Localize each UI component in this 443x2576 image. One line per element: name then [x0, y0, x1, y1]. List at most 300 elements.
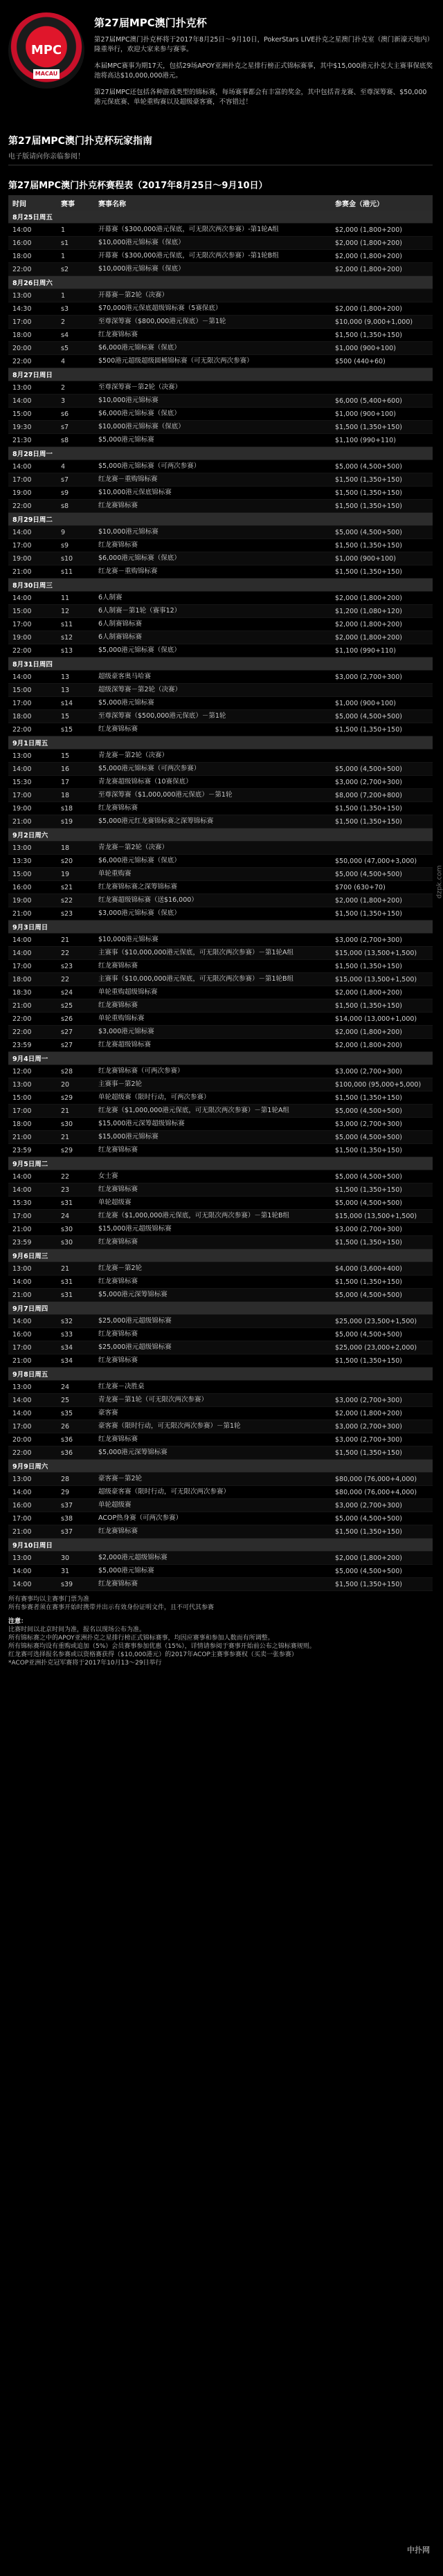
cell-event: 22	[57, 973, 94, 986]
table-row	[8, 1473, 433, 1486]
cell-event-name: 红龙赛锦标赛（可两次参赛）	[94, 1065, 331, 1078]
cell-event: s14	[57, 697, 94, 710]
cell-event: s31	[57, 1197, 94, 1210]
cell-event-name: 6人制赛	[94, 592, 331, 605]
cell-event-name: 红龙赛锦标赛	[94, 1525, 331, 1539]
cell-time: 17:00	[8, 539, 57, 552]
cell-event-name: $15,000港元锦标赛	[94, 1131, 331, 1144]
cell-time: 14:00	[8, 1407, 57, 1420]
cell-event-name: 超级豪客奥马哈赛	[94, 671, 331, 684]
cell-event: 12	[57, 605, 94, 618]
cell-fee: $5,000 (4,500+500)	[331, 1289, 433, 1302]
note-3: 所有锦标赛均设有重购或追加（5%）会员赛事参加优惠（15%），详情请参阅于赛事开始前公布之锦标赛规则。	[8, 1643, 316, 1650]
cell-event-name: 红龙赛锦标赛	[94, 500, 331, 513]
cell-event-name: ACOP热身赛（可两次参赛）	[94, 1512, 331, 1525]
cell-event-name: 红龙赛锦标赛	[94, 999, 331, 1013]
schedule-body	[8, 210, 433, 1591]
cell-fee: $14,000 (13,000+1,000)	[331, 1013, 433, 1026]
table-row	[8, 565, 433, 579]
cell-time: 15:00	[8, 1091, 57, 1105]
schedule-table	[8, 195, 433, 1591]
cell-fee	[331, 289, 433, 302]
cell-event-name: 至尊深筹赛－第2轮（决赛）	[94, 381, 331, 394]
cell-fee: $2,000 (1,800+200)	[331, 631, 433, 644]
cell-time: 13:00	[8, 1552, 57, 1565]
cell-time: 14:00	[8, 671, 57, 684]
day-row	[8, 736, 433, 750]
cell-event-name: $5,000港元深筹锦标赛	[94, 1289, 331, 1302]
table-row	[8, 1341, 433, 1354]
cell-event: s8	[57, 434, 94, 447]
cell-fee: $5,000 (4,500+500)	[331, 1131, 433, 1144]
cell-fee: $5,000 (4,500+500)	[331, 526, 433, 539]
day-row	[8, 920, 433, 934]
cell-event: 13	[57, 684, 94, 697]
cell-event: 21	[57, 934, 94, 947]
note-line-1: 所有赛事均以主赛事门票为准	[8, 1596, 90, 1603]
schedule-header-row	[8, 195, 433, 210]
cell-event: 15	[57, 710, 94, 723]
cell-time: 14:00	[8, 1183, 57, 1197]
cell-time: 17:00	[8, 618, 57, 631]
cell-event-name: 红龙赛锦标赛	[94, 1183, 331, 1197]
cell-fee: $1,000 (900+100)	[331, 342, 433, 355]
cell-event-name: 红龙赛锦标赛	[94, 1578, 331, 1591]
cell-time: 18:00	[8, 1118, 57, 1131]
table-row	[8, 1170, 433, 1183]
cell-event: s27	[57, 1026, 94, 1039]
cell-event: s10	[57, 552, 94, 565]
cell-fee: $1,200 (1,080+120)	[331, 605, 433, 618]
table-row	[8, 1512, 433, 1525]
day-row	[8, 513, 433, 526]
table-row	[8, 237, 433, 250]
cell-fee: $3,000 (2,700+300)	[331, 1065, 433, 1078]
cell-event: s20	[57, 855, 94, 868]
cell-time: 17:00	[8, 1341, 57, 1354]
day-label: 9月10日周日	[8, 1539, 433, 1552]
table-row	[8, 868, 433, 881]
table-row	[8, 697, 433, 710]
cell-time: 15:00	[8, 868, 57, 881]
cell-fee: $1,500 (1,350+150)	[331, 907, 433, 920]
cell-time: 21:00	[8, 1289, 57, 1302]
cell-time: 19:00	[8, 802, 57, 815]
cell-event-name: $10,000港元锦标赛	[94, 934, 331, 947]
cell-event-name: $10,000港元锦标赛（保底）	[94, 263, 331, 276]
day-label: 8月30日周三	[8, 579, 433, 592]
cell-event: 22	[57, 947, 94, 960]
cell-fee: $2,000 (1,800+200)	[331, 237, 433, 250]
cell-time: 18:00	[8, 710, 57, 723]
cell-fee: $2,000 (1,800+200)	[331, 302, 433, 316]
day-label: 8月28日周一	[8, 447, 433, 460]
cell-time: 15:00	[8, 605, 57, 618]
table-row	[8, 1499, 433, 1512]
cell-fee	[331, 842, 433, 855]
cell-time: 14:00	[8, 1394, 57, 1407]
cell-fee: $1,500 (1,350+150)	[331, 1446, 433, 1460]
table-row	[8, 723, 433, 736]
cell-event: s30	[57, 1236, 94, 1249]
cell-event-name: $25,000港元超级锦标赛	[94, 1341, 331, 1354]
day-row	[8, 657, 433, 671]
cell-fee: $1,500 (1,350+150)	[331, 329, 433, 342]
day-row	[8, 1052, 433, 1065]
table-row	[8, 316, 433, 329]
table-row	[8, 934, 433, 947]
cell-event: 18	[57, 842, 94, 855]
header-event-name: 赛事名称	[94, 195, 331, 210]
cell-event: 21	[57, 1262, 94, 1276]
table-row	[8, 1328, 433, 1341]
cell-event: s30	[57, 1223, 94, 1236]
cell-event-name: 红龙赛超级锦标赛	[94, 1039, 331, 1052]
table-row	[8, 552, 433, 565]
cell-time: 13:00	[8, 1262, 57, 1276]
cell-event-name: 青龙赛－第1轮（可无限次两次参赛）	[94, 1394, 331, 1407]
cell-fee: $1,500 (1,350+150)	[331, 1183, 433, 1197]
cell-event: s31	[57, 1276, 94, 1289]
header	[8, 12, 433, 114]
cell-event: s7	[57, 421, 94, 434]
cell-event: s19	[57, 815, 94, 828]
cell-event-name: 青龙赛－第2轮（决赛）	[94, 842, 331, 855]
table-row	[8, 1354, 433, 1368]
mpc-logo	[8, 12, 84, 89]
day-row	[8, 1368, 433, 1381]
cell-event: 20	[57, 1078, 94, 1091]
cell-time: 14:00	[8, 526, 57, 539]
cell-time: 14:30	[8, 302, 57, 316]
cell-event-name: 单轮超级赛（限时行动，可两次参赛）	[94, 1091, 331, 1105]
cell-event: s5	[57, 342, 94, 355]
table-row	[8, 1578, 433, 1591]
table-row	[8, 671, 433, 684]
cell-time: 17:00	[8, 1512, 57, 1525]
table-row	[8, 1144, 433, 1157]
cell-time: 14:00	[8, 763, 57, 776]
cell-event: s31	[57, 1289, 94, 1302]
cell-time: 14:00	[8, 592, 57, 605]
cell-event-name: 红龙赛－重购锦标赛	[94, 565, 331, 579]
table-row	[8, 750, 433, 763]
cell-time: 21:00	[8, 1223, 57, 1236]
cell-fee: $80,000 (76,000+4,000)	[331, 1473, 433, 1486]
cell-time: 21:00	[8, 1131, 57, 1144]
cell-fee: $2,000 (1,800+200)	[331, 894, 433, 907]
cell-event-name: 6人制赛－第1轮（赛事12）	[94, 605, 331, 618]
cell-time: 23:59	[8, 1144, 57, 1157]
cell-event: 21	[57, 1105, 94, 1118]
cell-event-name: 豪客赛－第2轮	[94, 1473, 331, 1486]
table-row	[8, 289, 433, 302]
cell-fee: $1,500 (1,350+150)	[331, 487, 433, 500]
cell-event-name: 至尊深筹赛（$800,000港元保底）－第1轮	[94, 316, 331, 329]
day-label: 9月4日周一	[8, 1052, 433, 1065]
cell-event: s27	[57, 1039, 94, 1052]
table-row	[8, 1223, 433, 1236]
cell-time: 13:00	[8, 1473, 57, 1486]
day-label: 9月8日周五	[8, 1368, 433, 1381]
cell-fee	[331, 750, 433, 763]
cell-fee: $1,500 (1,350+150)	[331, 1276, 433, 1289]
table-row	[8, 460, 433, 473]
cell-fee: $1,000 (900+100)	[331, 697, 433, 710]
day-label: 9月6日周三	[8, 1249, 433, 1262]
cell-event: 1	[57, 224, 94, 237]
cell-time: 19:00	[8, 487, 57, 500]
notes	[8, 1595, 433, 1667]
cell-time: 19:30	[8, 421, 57, 434]
cell-event-name: 主赛事（$10,000,000港元保底，可无限次两次参赛）－第1轮B组	[94, 973, 331, 986]
table-row	[8, 500, 433, 513]
table-row	[8, 907, 433, 920]
table-row	[8, 1525, 433, 1539]
side-watermark: dzpk.com	[435, 865, 443, 899]
cell-event: 21	[57, 1131, 94, 1144]
cell-event: 3	[57, 394, 94, 408]
table-row	[8, 526, 433, 539]
cell-event: 23	[57, 1183, 94, 1197]
cell-event-name: $3,000港元锦标赛（保底）	[94, 907, 331, 920]
table-row	[8, 1446, 433, 1460]
table-row	[8, 592, 433, 605]
cell-event-name: 豪客赛	[94, 1407, 331, 1420]
cell-event-name: 主赛事－第2轮	[94, 1078, 331, 1091]
cell-event-name: 红龙赛（$1,000,000港元保底，可无限次两次参赛）－第1轮A组	[94, 1105, 331, 1118]
table-row	[8, 355, 433, 368]
cell-fee: $3,000 (2,700+300)	[331, 1499, 433, 1512]
cell-time: 14:00	[8, 1486, 57, 1499]
day-row	[8, 447, 433, 460]
cell-event-name: 红龙赛锦标赛之深筹锦标赛	[94, 881, 331, 894]
table-row	[8, 1039, 433, 1052]
day-row	[8, 1249, 433, 1262]
cell-event-name: $5,000港元锦标赛	[94, 434, 331, 447]
cell-time: 17:00	[8, 960, 57, 973]
cell-event-name: 青龙赛超级锦标赛（10赛保底）	[94, 776, 331, 789]
cell-event: s6	[57, 408, 94, 421]
cell-event: 31	[57, 1565, 94, 1578]
cell-time: 21:00	[8, 907, 57, 920]
cell-event-name: 豪客赛（限时行动，可无限次两次参赛）－第1轮	[94, 1420, 331, 1433]
cell-event: 30	[57, 1552, 94, 1565]
table-row	[8, 1262, 433, 1276]
note-2: 所有锦标赛之中的APOY亚洲扑克之星排行榜正式锦标赛事，均因应赛事和参加人数而有所调整。	[8, 1635, 274, 1642]
cell-fee: $1,000 (900+100)	[331, 552, 433, 565]
logo-text: MPC	[30, 43, 62, 57]
table-row	[8, 1026, 433, 1039]
cell-event-name: 开幕赛（$300,000港元保底，可无限次两次参赛）-第1轮A组	[94, 224, 331, 237]
cell-event: s34	[57, 1354, 94, 1368]
cell-event-name: $6,000港元锦标赛（保底）	[94, 552, 331, 565]
cell-fee: $1,100 (990+110)	[331, 644, 433, 657]
cell-event: 4	[57, 355, 94, 368]
cell-event-name: 红龙赛－重购锦标赛	[94, 473, 331, 487]
cell-fee: $1,500 (1,350+150)	[331, 421, 433, 434]
table-row	[8, 960, 433, 973]
cell-event-name: 红龙赛锦标赛	[94, 1354, 331, 1368]
cell-event-name: 红龙赛－第2轮	[94, 1262, 331, 1276]
cell-fee: $2,000 (1,800+200)	[331, 618, 433, 631]
cell-event: 26	[57, 1420, 94, 1433]
cell-fee: $5,000 (4,500+500)	[331, 1170, 433, 1183]
cell-time: 14:00	[8, 1170, 57, 1183]
table-row	[8, 1381, 433, 1394]
cell-fee: $2,000 (1,800+200)	[331, 592, 433, 605]
day-label: 8月27日周日	[8, 368, 433, 381]
cell-event: s29	[57, 1144, 94, 1157]
cell-time: 17:00	[8, 1420, 57, 1433]
cell-fee: $700 (630+70)	[331, 881, 433, 894]
table-row	[8, 710, 433, 723]
day-label: 9月9日周六	[8, 1460, 433, 1473]
cell-time: 22:00	[8, 500, 57, 513]
cell-event: s28	[57, 1065, 94, 1078]
cell-event: s39	[57, 1578, 94, 1591]
table-row	[8, 1407, 433, 1420]
cell-event-name: 单轮重购锦标赛	[94, 1013, 331, 1026]
table-row	[8, 302, 433, 316]
cell-fee: $3,000 (2,700+300)	[331, 934, 433, 947]
cell-fee: $2,000 (1,800+200)	[331, 1552, 433, 1565]
table-row	[8, 434, 433, 447]
table-row	[8, 1433, 433, 1446]
cell-fee: $3,000 (2,700+300)	[331, 1433, 433, 1446]
cell-event-name: $15,000港元深筹超级锦标赛	[94, 1118, 331, 1131]
cell-fee: $5,000 (4,500+500)	[331, 710, 433, 723]
cell-time: 17:00	[8, 697, 57, 710]
cell-event: s12	[57, 631, 94, 644]
cell-event-name: 单轮超级赛	[94, 1499, 331, 1512]
cell-event: s8	[57, 500, 94, 513]
table-row	[8, 263, 433, 276]
table-row	[8, 1210, 433, 1223]
cell-event-name: $6,000港元锦标赛（保底）	[94, 408, 331, 421]
table-row	[8, 1091, 433, 1105]
cell-time: 17:00	[8, 1105, 57, 1118]
intro-paragraph-1: 第27届MPC澳门扑克杯将于2017年8月25日～9月10日，PokerStars LIVE扑克之星澳门扑克室（澳门新濠天地内）隆重举行，欢迎大家来参与赛事。	[94, 36, 431, 53]
cell-event-name: 超级豪客赛（限时行动，可无限次两次参赛）	[94, 1486, 331, 1499]
cell-event: s21	[57, 881, 94, 894]
cell-event: 11	[57, 592, 94, 605]
cell-event: s15	[57, 723, 94, 736]
cell-time: 12:00	[8, 1065, 57, 1078]
table-row	[8, 631, 433, 644]
cell-event-name: 红龙赛锦标赛	[94, 960, 331, 973]
table-row	[8, 881, 433, 894]
table-row	[8, 539, 433, 552]
cell-event: 29	[57, 1486, 94, 1499]
note-line-2: 所有参赛者须在赛事开始时携带并出示有效身份证明文件，且不可代其参赛	[8, 1604, 215, 1611]
cell-time: 17:00	[8, 1210, 57, 1223]
cell-fee: $2,000 (1,800+200)	[331, 986, 433, 999]
cell-event-name: 红龙赛锦标赛	[94, 802, 331, 815]
cell-event-name: $10,000港元保底锦标赛	[94, 487, 331, 500]
cell-time: 18:30	[8, 986, 57, 999]
table-row	[8, 1131, 433, 1144]
table-row	[8, 1013, 433, 1026]
day-row	[8, 1302, 433, 1315]
cell-fee: $1,500 (1,350+150)	[331, 1578, 433, 1591]
cell-event: s3	[57, 302, 94, 316]
table-row	[8, 644, 433, 657]
cell-fee: $2,000 (1,800+200)	[331, 1407, 433, 1420]
cell-event: 16	[57, 763, 94, 776]
cell-event-name: 红龙赛锦标赛	[94, 1144, 331, 1157]
cell-event: s26	[57, 1013, 94, 1026]
cell-fee: $5,000 (4,500+500)	[331, 1328, 433, 1341]
cell-time: 17:00	[8, 316, 57, 329]
cell-time: 21:00	[8, 1525, 57, 1539]
cell-time: 21:30	[8, 434, 57, 447]
cell-time: 13:00	[8, 1381, 57, 1394]
cell-fee: $25,000 (23,500+1,500)	[331, 1315, 433, 1328]
cell-event: 28	[57, 1473, 94, 1486]
cell-time: 22:00	[8, 1026, 57, 1039]
guide-subtitle: 电子版请向你亲临参阅！	[8, 153, 84, 161]
table-row	[8, 1565, 433, 1578]
cell-time: 14:00	[8, 1315, 57, 1328]
cell-fee: $1,500 (1,350+150)	[331, 802, 433, 815]
cell-fee: $2,000 (1,800+200)	[331, 1039, 433, 1052]
cell-time: 20:00	[8, 1433, 57, 1446]
cell-fee: $1,500 (1,350+150)	[331, 723, 433, 736]
cell-time: 22:00	[8, 263, 57, 276]
cell-time: 14:00	[8, 394, 57, 408]
cell-event: s32	[57, 1315, 94, 1328]
header-fee: 参赛金（港元）	[331, 195, 433, 210]
cell-fee: $3,000 (2,700+300)	[331, 776, 433, 789]
day-label: 9月2日周六	[8, 828, 433, 842]
cell-time: 15:30	[8, 1197, 57, 1210]
cell-event-name: $6,000港元锦标赛（保底）	[94, 342, 331, 355]
cell-fee: $1,500 (1,350+150)	[331, 815, 433, 828]
cell-time: 18:00	[8, 329, 57, 342]
cell-fee: $1,500 (1,350+150)	[331, 500, 433, 513]
cell-fee: $2,000 (1,800+200)	[331, 1026, 433, 1039]
cell-event-name: 红龙赛锦标赛	[94, 329, 331, 342]
cell-event-name: 6人制赛锦标赛	[94, 618, 331, 631]
table-row	[8, 250, 433, 263]
cell-event: s33	[57, 1328, 94, 1341]
cell-event-name: 单轮重购超级锦标赛	[94, 986, 331, 999]
table-row	[8, 1394, 433, 1407]
cell-event-name: $15,000港元超级锦标赛	[94, 1223, 331, 1236]
cell-fee	[331, 1381, 433, 1394]
cell-time: 22:00	[8, 644, 57, 657]
intro-paragraph-3: 第27届MPC还包括各种游戏类型的锦标赛，每场赛事都会有丰富的奖金，其中包括青龙赛、至尊深筹赛、$50,000港元保底赛、单轮重购赛以及超级豪客赛，不容错过！	[94, 89, 427, 106]
table-row	[8, 1315, 433, 1328]
cell-event: s37	[57, 1499, 94, 1512]
cell-fee: $3,000 (2,700+300)	[331, 1394, 433, 1407]
cell-event-name: $6,000港元锦标赛（保底）	[94, 855, 331, 868]
cell-fee: $15,000 (13,500+1,500)	[331, 947, 433, 960]
cell-fee: $3,000 (2,700+300)	[331, 671, 433, 684]
cell-fee: $2,000 (1,800+200)	[331, 263, 433, 276]
table-row	[8, 776, 433, 789]
day-label: 8月29日周二	[8, 513, 433, 526]
table-row	[8, 1105, 433, 1118]
cell-event: s34	[57, 1341, 94, 1354]
day-row	[8, 368, 433, 381]
cell-time: 23:59	[8, 1236, 57, 1249]
table-row	[8, 894, 433, 907]
day-row	[8, 579, 433, 592]
day-row	[8, 828, 433, 842]
cell-time: 13:00	[8, 381, 57, 394]
